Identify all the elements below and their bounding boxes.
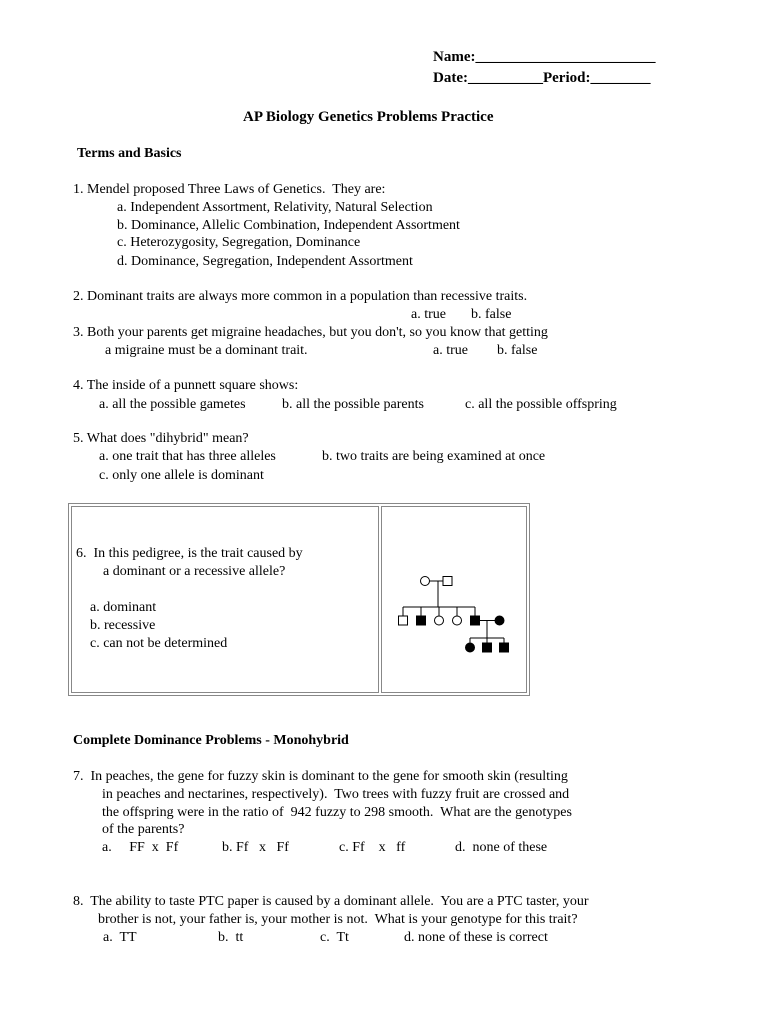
question-5-option-b: b. two traits are being examined at once	[322, 449, 546, 464]
question-1-option-c: c. Heterozygosity, Segregation, Dominance	[117, 235, 361, 250]
question-5-option-c: c. only one allele is dominant	[99, 468, 264, 483]
question-7-option-a: a. FF x Ff	[102, 840, 179, 855]
question-7-line-2: in peaches and nectarines, respectively). Two trees with fuzzy fruit are crossed and	[102, 787, 570, 802]
child-male-unaffected-symbol	[399, 616, 408, 625]
date-period-field-label: Date:__________Period:________	[433, 70, 651, 86]
question-4-option-c: c. all the possible offspring	[465, 397, 617, 412]
question-7-option-b: b. Ff x Ff	[222, 840, 289, 855]
section-heading-terms: Terms and Basics	[77, 146, 182, 161]
question-7-option-d: d. none of these	[455, 840, 548, 855]
grandchild-male-affected-symbol	[483, 643, 492, 652]
parent-female-unaffected-symbol	[421, 577, 430, 586]
question-4-option-b: b. all the possible parents	[282, 397, 424, 412]
question-4-stem: 4. The inside of a punnett square shows:	[73, 378, 299, 393]
question-6-stem: 6. In this pedigree, is the trait caused by	[76, 546, 303, 561]
question-5-option-a: a. one trait that has three alleles	[99, 449, 276, 464]
question-6-option-a: a. dominant	[90, 600, 157, 615]
grandchild-male-affected-symbol-2	[500, 643, 509, 652]
pedigree-diagram	[381, 506, 527, 693]
question-8-line-1: 8. The ability to taste PTC paper is caused by a dominant allele. You are a PTC taster, your	[73, 894, 589, 909]
question-3-stem-cont: a migraine must be a dominant trait.	[105, 343, 308, 358]
question-3-option-a: a. true	[433, 343, 468, 358]
question-8-line-2: brother is not, your father is, your mother is not. What is your genotype for this trait?	[98, 912, 578, 927]
question-7-line-4: of the parents?	[102, 822, 185, 837]
question-2-option-b: b. false	[471, 307, 512, 322]
question-8-option-a: a. TT	[103, 930, 137, 945]
question-2-option-a: a. true	[411, 307, 446, 322]
question-6-option-b: b. recessive	[90, 618, 156, 633]
child-male-affected-symbol	[417, 616, 426, 625]
question-7-option-c: c. Ff x ff	[339, 840, 406, 855]
question-8-option-b: b. tt	[218, 930, 244, 945]
question-8-option-d: d. none of these is correct	[404, 930, 548, 945]
question-4-option-a: a. all the possible gametes	[99, 397, 246, 412]
question-6-option-c: c. can not be determined	[90, 636, 228, 651]
parent-male-unaffected-symbol	[443, 577, 452, 586]
question-1-option-a: a. Independent Assortment, Relativity, Natural Selection	[117, 200, 433, 215]
page-title: AP Biology Genetics Problems Practice	[243, 109, 494, 125]
question-7-line-1: 7. In peaches, the gene for fuzzy skin is dominant to the gene for smooth skin (resulting	[73, 769, 568, 784]
child-female-unaffected-symbol	[435, 616, 444, 625]
question-8-option-c: c. Tt	[320, 930, 349, 945]
question-6-stem-cont: a dominant or a recessive allele?	[103, 564, 286, 579]
question-1-stem: 1. Mendel proposed Three Laws of Genetics. They are:	[73, 182, 386, 197]
question-1-option-d: d. Dominance, Segregation, Independent Assortment	[117, 254, 413, 269]
grandchild-female-affected-symbol	[466, 643, 475, 652]
question-7-line-3: the offspring were in the ratio of 942 fuzzy to 298 smooth. What are the genotypes	[102, 805, 572, 820]
child-male-affected-symbol-2	[471, 616, 480, 625]
question-3-option-b: b. false	[497, 343, 538, 358]
spouse-female-affected-symbol	[495, 616, 504, 625]
question-5-stem: 5. What does "dihybrid" mean?	[73, 431, 249, 446]
question-1-option-b: b. Dominance, Allelic Combination, Independent Assortment	[117, 218, 460, 233]
section-heading-monohybrid: Complete Dominance Problems - Monohybrid	[73, 733, 349, 748]
name-field-label: Name:________________________	[433, 49, 656, 65]
question-2-stem: 2. Dominant traits are always more common in a population than recessive traits.	[73, 289, 528, 304]
child-female-unaffected-symbol-2	[453, 616, 462, 625]
question-3-stem: 3. Both your parents get migraine headaches, but you don't, so you know that getting	[73, 325, 548, 340]
